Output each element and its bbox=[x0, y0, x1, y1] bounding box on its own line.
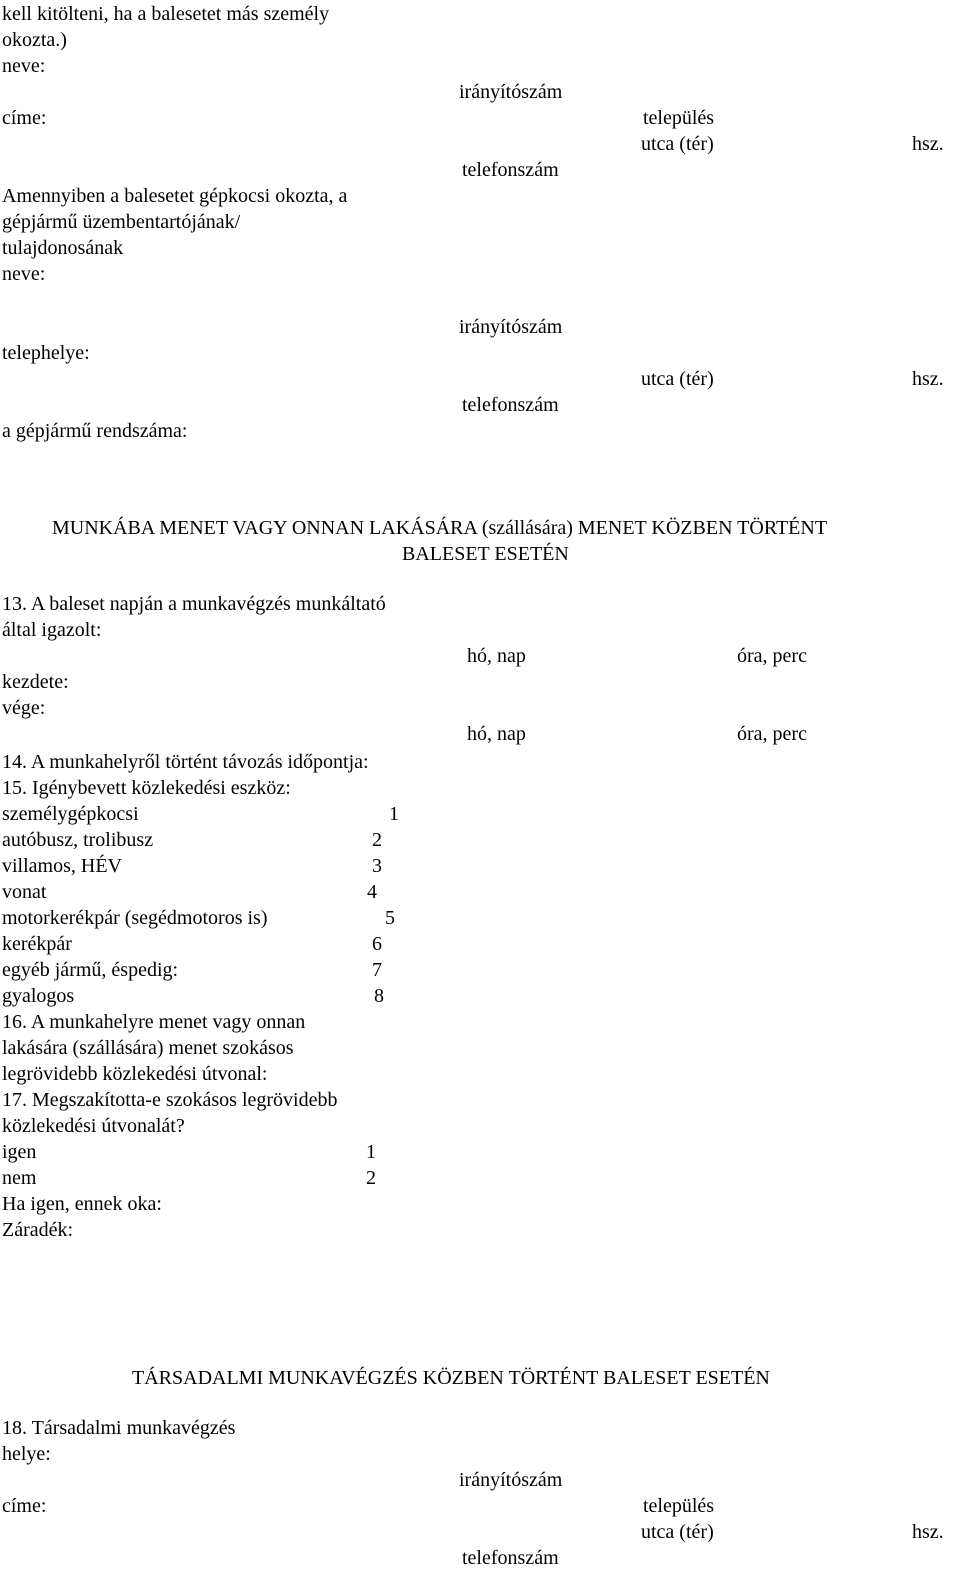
house-number-label-2: hsz. bbox=[912, 368, 944, 390]
postal-code-label-3: irányítószám bbox=[459, 1469, 563, 1491]
vehicle-option-label: villamos, HÉV bbox=[2, 855, 122, 877]
vehicle-owner-line-2: gépjármű üzembentartójának/ bbox=[2, 211, 241, 233]
vehicle-owner-line-1: Amennyiben a balesetet gépkocsi okozta, a bbox=[2, 185, 348, 207]
street-label: utca (tér) bbox=[641, 133, 714, 155]
month-day-label-1: hó, nap bbox=[467, 645, 526, 667]
vehicle-option-code: 2 bbox=[372, 829, 382, 851]
vehicle-option-label: motorkerékpár (segédmotoros is) bbox=[2, 907, 268, 929]
yes-option-label: igen bbox=[2, 1141, 37, 1163]
phone-label: telefonszám bbox=[462, 159, 559, 181]
end-label: vége: bbox=[2, 697, 46, 719]
start-label: kezdete: bbox=[2, 671, 69, 693]
q18-line-1: 18. Társadalmi munkavégzés bbox=[2, 1417, 236, 1439]
postal-code-label: irányítószám bbox=[459, 81, 563, 103]
postal-code-label-2: irányítószám bbox=[459, 316, 563, 338]
phone-label-3: telefonszám bbox=[462, 1547, 559, 1569]
vehicle-option-code: 6 bbox=[372, 933, 382, 955]
phone-label-2: telefonszám bbox=[462, 394, 559, 416]
house-number-label: hsz. bbox=[912, 133, 944, 155]
vehicle-option-code: 5 bbox=[385, 907, 395, 929]
commute-section-heading-2: BALESET ESETÉN bbox=[402, 543, 569, 565]
no-option-code: 2 bbox=[366, 1167, 376, 1189]
commute-section-heading-1: MUNKÁBA MENET VAGY ONNAN LAKÁSÁRA (szállására) MENET KÖZBEN TÖRTÉNT bbox=[52, 517, 828, 539]
q14-label: 14. A munkahelyről történt távozás időpontja: bbox=[2, 751, 369, 773]
q15-label: 15. Igénybevett közlekedési eszköz: bbox=[2, 777, 291, 799]
q17-line-1: 17. Megszakította-e szokásos legrövidebb bbox=[2, 1089, 338, 1111]
q18-line-2: helye: bbox=[2, 1443, 51, 1465]
street-label-2: utca (tér) bbox=[641, 368, 714, 390]
q13-line-2: által igazolt: bbox=[2, 619, 102, 641]
vehicle-option-label: autóbusz, trolibusz bbox=[2, 829, 154, 851]
vehicle-option-label: kerékpár bbox=[2, 933, 72, 955]
intro-line-1: kell kitölteni, ha a balesetet más személy bbox=[2, 3, 330, 25]
yes-option-code: 1 bbox=[366, 1141, 376, 1163]
vehicle-option-code: 7 bbox=[372, 959, 382, 981]
q16-line-2: lakására (szállására) menet szokásos bbox=[2, 1037, 294, 1059]
hour-minute-label-1: óra, perc bbox=[737, 645, 807, 667]
reason-label: Ha igen, ennek oka: bbox=[2, 1193, 162, 1215]
address-label-3: címe: bbox=[2, 1495, 47, 1517]
month-day-label-2: hó, nap bbox=[467, 723, 526, 745]
vehicle-option-label: vonat bbox=[2, 881, 47, 903]
no-option-label: nem bbox=[2, 1167, 37, 1189]
vehicle-owner-line-3: tulajdonosának bbox=[2, 237, 124, 259]
vehicle-option-label: gyalogos bbox=[2, 985, 75, 1007]
q13-line-1: 13. A baleset napján a munkavégzés munkáltató bbox=[2, 593, 386, 615]
site-label: telephelye: bbox=[2, 342, 90, 364]
vehicle-option-label: személygépkocsi bbox=[2, 803, 139, 825]
intro-line-2: okozta.) bbox=[2, 29, 67, 51]
plate-number-label: a gépjármű rendszáma: bbox=[2, 420, 188, 442]
address-label: címe: bbox=[2, 107, 47, 129]
settlement-label: település bbox=[643, 107, 715, 129]
vehicle-option-code: 1 bbox=[389, 803, 399, 825]
vehicle-option-code: 4 bbox=[367, 881, 377, 903]
vehicle-option-label: egyéb jármű, éspedig: bbox=[2, 959, 179, 981]
street-label-3: utca (tér) bbox=[641, 1521, 714, 1543]
q16-line-1: 16. A munkahelyre menet vagy onnan bbox=[2, 1011, 306, 1033]
house-number-label-3: hsz. bbox=[912, 1521, 944, 1543]
hour-minute-label-2: óra, perc bbox=[737, 723, 807, 745]
owner-name-label: neve: bbox=[2, 263, 46, 285]
clause-label: Záradék: bbox=[2, 1219, 74, 1241]
q17-line-2: közlekedési útvonalát? bbox=[2, 1115, 185, 1137]
social-section-heading: TÁRSADALMI MUNKAVÉGZÉS KÖZBEN TÖRTÉNT BALESET ESETÉN bbox=[132, 1367, 770, 1389]
name-label: neve: bbox=[2, 55, 46, 77]
vehicle-option-code: 8 bbox=[374, 985, 384, 1007]
settlement-label-3: település bbox=[643, 1495, 715, 1517]
vehicle-option-code: 3 bbox=[372, 855, 382, 877]
q16-line-3: legrövidebb közlekedési útvonal: bbox=[2, 1063, 268, 1085]
